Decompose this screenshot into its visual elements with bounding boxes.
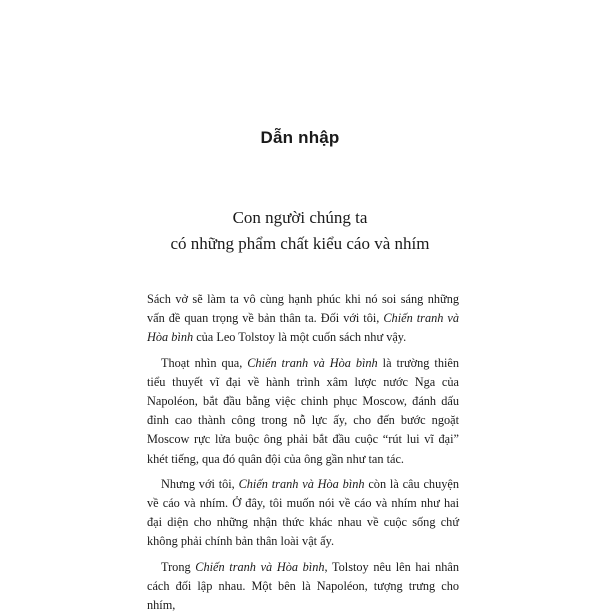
- book-title-italic: Chiến tranh và Hòa bình: [195, 559, 325, 574]
- paragraph-2: [147, 354, 459, 469]
- book-title-italic: Chiến tranh và Hòa bình: [147, 311, 460, 345]
- paragraph-2-text-b: là trường thiên tiểu thuyết vĩ đại về hành trình xâm lược nước Nga của Napoléon, bắt đầu bằng việc chinh phục Moscow, đánh dấu đỉnh cao thành công trong nỗ lực ấy, cho đến bước ngoặt Moscow rực lửa buộc ông phải bắt đầu cuộc “rút lui vĩ đại” khét tiếng, qua đó quân đội của ông gần như tan tác.: [147, 355, 459, 466]
- subtitle-line-2: có những phẩm chất kiểu cáo và nhím: [170, 234, 430, 253]
- paragraph-3: [147, 475, 459, 552]
- paragraph-2-text-a: Thoạt nhìn qua,: [161, 355, 248, 370]
- chapter-title: Dẫn nhập: [260, 128, 340, 147]
- paragraph-1: [147, 290, 459, 348]
- paragraph-1-text-a: Sách vở sẽ làm ta vô cùng hạnh phúc khi nó soi sáng những vấn đề quan trọng về bản thân ta. Đối với tôi,: [147, 292, 459, 326]
- body-text: [147, 290, 459, 615]
- paragraph-4-text-b: , Tolstoy nêu lên hai nhân cách đối lập nhau. Một bên là Napoléon, tượng trưng cho nhím,: [147, 559, 459, 613]
- paragraph-3-text-b: còn là câu chuyện về cáo và nhím. Ở đây, tôi muốn nói về cáo và nhím như hai đại diện cho những nhận thức khác nhau về cuộc sống chứ không phải chính bản thân loài vật ấy.: [147, 476, 459, 549]
- paragraph-3-text-a: Nhưng với tôi,: [161, 476, 239, 491]
- subtitle-line-1: Con người chúng ta: [232, 208, 368, 227]
- paragraph-1-text-b: của Leo Tolstoy là một cuốn sách như vậy.: [193, 330, 407, 345]
- paragraph-4-text-a: Trong: [161, 559, 196, 574]
- chapter-subtitle: [0, 205, 600, 257]
- book-title-italic: Chiến tranh và Hòa bình: [238, 476, 365, 491]
- paragraph-4: [147, 558, 459, 615]
- book-title-italic: Chiến tranh và Hòa bình: [247, 355, 378, 370]
